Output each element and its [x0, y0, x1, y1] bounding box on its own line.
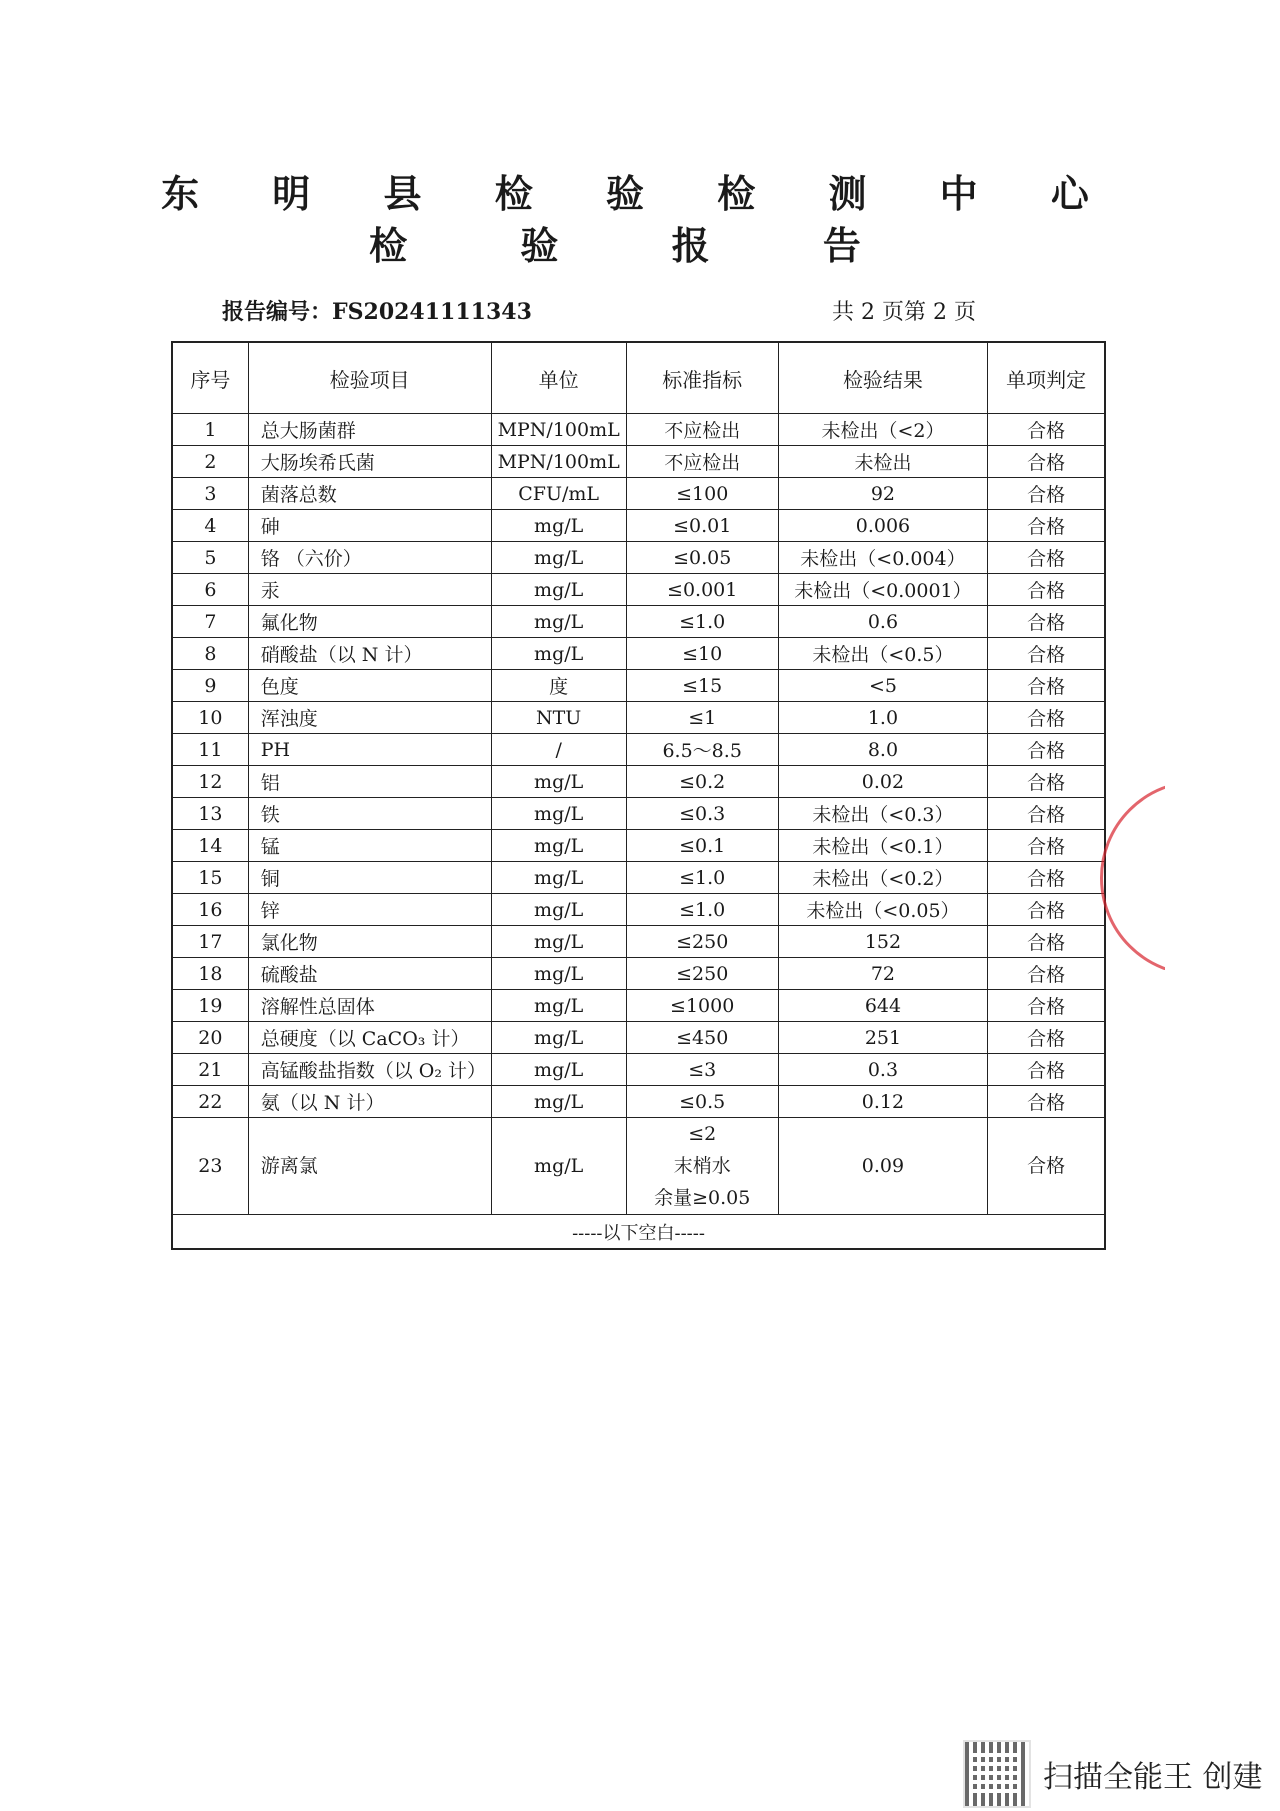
cell-no: 1	[172, 414, 248, 446]
cell-result: 644	[778, 990, 988, 1022]
cell-no: 5	[172, 542, 248, 574]
cell-standard: 不应检出	[626, 446, 778, 478]
page-info: 共 2 页第 2 页	[832, 300, 976, 325]
cell-unit: mg/L	[491, 830, 626, 862]
cell-verdict: 合格	[988, 734, 1105, 766]
cell-standard: ≤450	[626, 1022, 778, 1054]
cell-unit: MPN/100mL	[491, 414, 626, 446]
cell-no: 15	[172, 862, 248, 894]
cell-verdict: 合格	[988, 542, 1105, 574]
official-seal	[1095, 770, 1165, 970]
col-header-result: 检验结果	[778, 342, 988, 414]
table-row	[172, 926, 1105, 958]
cell-standard: ≤1.0	[626, 606, 778, 638]
table-row	[172, 638, 1105, 670]
cell-standard: ≤15	[626, 670, 778, 702]
table-row	[172, 446, 1105, 478]
cell-item: 铝	[248, 766, 491, 798]
cell-result: 未检出（<2）	[778, 414, 988, 446]
col-header-unit: 单位	[491, 342, 626, 414]
cell-item: 锌	[248, 894, 491, 926]
col-header-verdict: 单项判定	[988, 342, 1105, 414]
cell-no: 20	[172, 1022, 248, 1054]
cell-standard: ≤1	[626, 702, 778, 734]
cell-verdict: 合格	[988, 1022, 1105, 1054]
cell-verdict: 合格	[988, 510, 1105, 542]
cell-unit: mg/L	[491, 606, 626, 638]
cell-no: 2	[172, 446, 248, 478]
cell-standard: ≤0.01	[626, 510, 778, 542]
table-row	[172, 958, 1105, 990]
table-row	[172, 606, 1105, 638]
cell-item: 氟化物	[248, 606, 491, 638]
cell-unit: mg/L	[491, 862, 626, 894]
cell-unit: mg/L	[491, 958, 626, 990]
cell-result: 未检出（<0.3）	[778, 798, 988, 830]
cell-result: 92	[778, 478, 988, 510]
cell-no: 8	[172, 638, 248, 670]
table-row	[172, 798, 1105, 830]
cell-unit: mg/L	[491, 1022, 626, 1054]
cell-unit: mg/L	[491, 894, 626, 926]
cell-no: 22	[172, 1086, 248, 1118]
cell-unit: CFU/mL	[491, 478, 626, 510]
cell-standard: 6.5～8.5	[626, 734, 778, 766]
cell-no: 7	[172, 606, 248, 638]
cell-item: 硫酸盐	[248, 958, 491, 990]
cell-verdict: 合格	[988, 606, 1105, 638]
cell-unit: mg/L	[491, 990, 626, 1022]
cell-item: 汞	[248, 574, 491, 606]
cell-result: 8.0	[778, 734, 988, 766]
cell-standard: ≤0.1	[626, 830, 778, 862]
cell-result: 未检出	[778, 446, 988, 478]
cell-standard: ≤0.001	[626, 574, 778, 606]
cell-verdict: 合格	[988, 894, 1105, 926]
cell-no: 13	[172, 798, 248, 830]
table-row	[172, 1118, 1105, 1215]
cell-result: 1.0	[778, 702, 988, 734]
cell-standard: ≤0.3	[626, 798, 778, 830]
cell-no: 14	[172, 830, 248, 862]
table-row	[172, 542, 1105, 574]
cell-standard: ≤0.2	[626, 766, 778, 798]
cell-item: 菌落总数	[248, 478, 491, 510]
col-header-standard: 标准指标	[626, 342, 778, 414]
cell-item: 游离氯	[248, 1118, 491, 1215]
cell-standard: ≤0.05	[626, 542, 778, 574]
cell-item: 铜	[248, 862, 491, 894]
cell-standard: ≤250	[626, 958, 778, 990]
report-title: 检 验 报 告	[369, 223, 911, 268]
table-row	[172, 1022, 1105, 1054]
cell-unit: mg/L	[491, 1118, 626, 1215]
cell-item: 大肠埃希氏菌	[248, 446, 491, 478]
cell-standard: ≤1.0	[626, 894, 778, 926]
cell-item: 铬 （六价）	[248, 542, 491, 574]
cell-result: 未检出（<0.2）	[778, 862, 988, 894]
cell-item: 硝酸盐（以 N 计）	[248, 638, 491, 670]
cell-result: 0.3	[778, 1054, 988, 1086]
table-header-row	[172, 342, 1105, 414]
cell-verdict: 合格	[988, 446, 1105, 478]
cell-standard: ≤3	[626, 1054, 778, 1086]
cell-verdict: 合格	[988, 1118, 1105, 1215]
cell-verdict: 合格	[988, 574, 1105, 606]
cell-result: 152	[778, 926, 988, 958]
table-row	[172, 574, 1105, 606]
cell-unit: mg/L	[491, 766, 626, 798]
cell-standard: ≤1.0	[626, 862, 778, 894]
cell-verdict: 合格	[988, 478, 1105, 510]
cell-result: 未检出（<0.004）	[778, 542, 988, 574]
cell-result: <5	[778, 670, 988, 702]
col-header-item: 检验项目	[248, 342, 491, 414]
cell-unit: mg/L	[491, 798, 626, 830]
cell-item: 色度	[248, 670, 491, 702]
cell-result: 0.02	[778, 766, 988, 798]
cell-unit: mg/L	[491, 542, 626, 574]
watermark-text: 扫描全能王 创建	[1043, 1760, 1263, 1795]
cell-result: 未检出（<0.1）	[778, 830, 988, 862]
cell-standard	[626, 1118, 778, 1215]
cell-item: 溶解性总固体	[248, 990, 491, 1022]
cell-item: 砷	[248, 510, 491, 542]
table-row	[172, 414, 1105, 446]
col-header-no: 序号	[172, 342, 248, 414]
cell-verdict: 合格	[988, 830, 1105, 862]
table-row	[172, 990, 1105, 1022]
cell-no: 19	[172, 990, 248, 1022]
cell-no: 11	[172, 734, 248, 766]
cell-item: 浑浊度	[248, 702, 491, 734]
table-row	[172, 862, 1105, 894]
standard-line: ≤2	[688, 1123, 717, 1145]
cell-unit: MPN/100mL	[491, 446, 626, 478]
table-row	[172, 1054, 1105, 1086]
cell-item: 高锰酸盐指数（以 O₂ 计）	[248, 1054, 491, 1086]
cell-unit: mg/L	[491, 1054, 626, 1086]
cell-result: 251	[778, 1022, 988, 1054]
cell-item: 氯化物	[248, 926, 491, 958]
table-row	[172, 1086, 1105, 1118]
cell-unit: 度	[491, 670, 626, 702]
blank-below-note: -----以下空白-----	[172, 1215, 1105, 1250]
cell-standard: 不应检出	[626, 414, 778, 446]
cell-verdict: 合格	[988, 862, 1105, 894]
cell-verdict: 合格	[988, 798, 1105, 830]
cell-item: 锰	[248, 830, 491, 862]
cell-verdict: 合格	[988, 990, 1105, 1022]
cell-no: 18	[172, 958, 248, 990]
cell-verdict: 合格	[988, 1054, 1105, 1086]
scanner-watermark	[963, 1742, 1263, 1806]
cell-standard: ≤0.5	[626, 1086, 778, 1118]
cell-standard: ≤100	[626, 478, 778, 510]
cell-unit: mg/L	[491, 926, 626, 958]
seal-ring	[1100, 780, 1165, 970]
qr-code-icon	[963, 1740, 1031, 1808]
cell-unit: /	[491, 734, 626, 766]
report-number: 报告编号：FS20241111343	[222, 299, 532, 325]
cell-item: 总大肠菌群	[248, 414, 491, 446]
cell-result: 0.12	[778, 1086, 988, 1118]
cell-item: 氨（以 N 计）	[248, 1086, 491, 1118]
standard-line: 末梢水	[673, 1155, 731, 1177]
cell-no: 3	[172, 478, 248, 510]
cell-result: 未检出（<0.05）	[778, 894, 988, 926]
cell-no: 10	[172, 702, 248, 734]
cell-no: 16	[172, 894, 248, 926]
results-table	[171, 341, 1106, 1250]
cell-item: PH	[248, 734, 491, 766]
cell-no: 17	[172, 926, 248, 958]
table-footer-row	[172, 1215, 1105, 1250]
cell-unit: NTU	[491, 702, 626, 734]
cell-verdict: 合格	[988, 958, 1105, 990]
cell-no: 12	[172, 766, 248, 798]
cell-item: 总硬度（以 CaCO₃ 计）	[248, 1022, 491, 1054]
cell-verdict: 合格	[988, 926, 1105, 958]
table-row	[172, 670, 1105, 702]
cell-unit: mg/L	[491, 510, 626, 542]
cell-result: 0.09	[778, 1118, 988, 1215]
cell-standard: ≤10	[626, 638, 778, 670]
cell-verdict: 合格	[988, 1086, 1105, 1118]
cell-no: 4	[172, 510, 248, 542]
table-row	[172, 702, 1105, 734]
cell-result: 未检出（<0.0001）	[778, 574, 988, 606]
cell-no: 21	[172, 1054, 248, 1086]
cell-no: 9	[172, 670, 248, 702]
table-row	[172, 894, 1105, 926]
cell-verdict: 合格	[988, 638, 1105, 670]
cell-unit: mg/L	[491, 574, 626, 606]
table-row	[172, 830, 1105, 862]
table-row	[172, 510, 1105, 542]
org-title: 东 明 县 检 验 检 测 中 心	[161, 171, 1119, 216]
cell-standard: ≤250	[626, 926, 778, 958]
table-row	[172, 734, 1105, 766]
cell-verdict: 合格	[988, 766, 1105, 798]
standard-line: 余量≥0.05	[654, 1187, 751, 1209]
cell-no: 6	[172, 574, 248, 606]
cell-verdict: 合格	[988, 702, 1105, 734]
cell-standard: ≤1000	[626, 990, 778, 1022]
cell-result: 0.6	[778, 606, 988, 638]
cell-unit: mg/L	[491, 638, 626, 670]
cell-verdict: 合格	[988, 670, 1105, 702]
table-row	[172, 766, 1105, 798]
cell-unit: mg/L	[491, 1086, 626, 1118]
table-row	[172, 478, 1105, 510]
cell-result: 未检出（<0.5）	[778, 638, 988, 670]
cell-no: 23	[172, 1118, 248, 1215]
cell-verdict: 合格	[988, 414, 1105, 446]
cell-item: 铁	[248, 798, 491, 830]
cell-result: 72	[778, 958, 988, 990]
cell-result: 0.006	[778, 510, 988, 542]
